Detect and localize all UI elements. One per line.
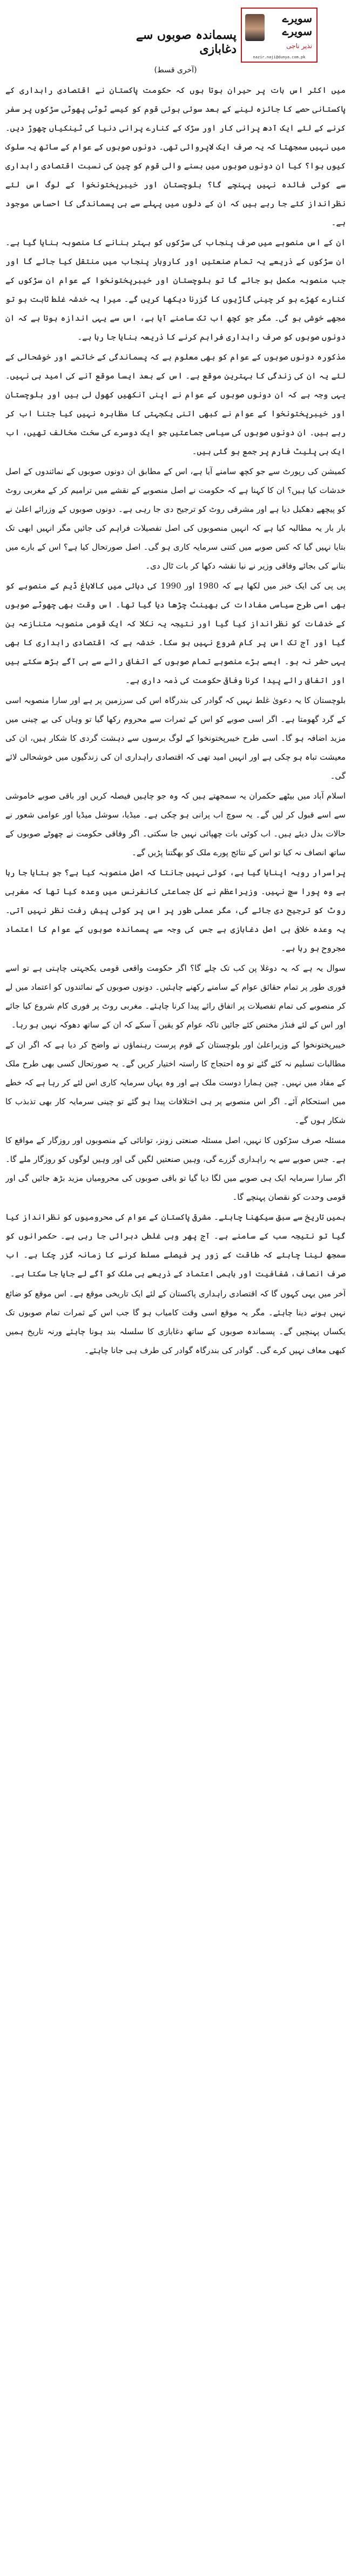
part-label: (آخری قسط)	[154, 66, 197, 75]
paragraph: پراسرار رویہ اپنایا گیا ہے، کوئی نہیں جانتا کہ اصل منصوبہ کیا ہے؟ جو بتایا جا رہا ہے وہ پورا سچ نہیں۔ وزیراعظم نے کل جماعتی کانفرنس میں وعدہ کیا تھا کہ مغربی روٹ کو ترجیح دی جائے گی، مگر عملی طور پر اس پر کوئی پیش رفت نظر نہیں آتی۔ یہ وعدہ خلافی ہی اصل دغابازی ہے جس کی وجہ سے پسماندہ صوبوں کے عوام کا اعتماد مجروح ہو رہا ہے۔	[5, 868, 346, 953]
paragraph: سوال یہ ہے کہ یہ دوغلا پن کب تک چلے گا؟ اگر حکومت واقعی قومی یکجہتی چاہتی ہے تو اسے فوری طور پر تمام حقائق عوام کے سامنے رکھنے چاہئیں۔ دونوں صوبوں کے نمائندوں کو اعتماد میں لے کر منصوبے کی تمام تفصیلات پر اتفاق رائے پیدا کرنا چاہئے۔ مغربی روٹ پر فوری کام شروع کیا جائے اور اس کے لئے فنڈز مختص کئے جائیں تاکہ عوام کو یقین آ سکے کہ ان کے ساتھ دھوکہ نہیں ہو رہا۔	[5, 963, 346, 1030]
author-email: nazir.naji@dunya.com.pk	[253, 55, 306, 59]
paragraph: پی پی کی ایک خبر میں لکھا ہے کہ 1980 اور 1990 کی دہائی میں کالاباغ ڈیم کے منصوبے کو بھی اسی طرح سیاسی مفادات کی بھینٹ چڑھا دیا گیا تھا۔ اس وقت بھی چھوٹے صوبوں کے خدشات کو نظرانداز کیا گیا اور نتیجہ یہ نکلا کہ ایک قومی منصوبہ متنازعہ بن گیا اور آج تک اس پر کام شروع نہیں ہو سکا۔ خدشہ ہے کہ اقتصادی راہداری کا بھی یہی حشر نہ ہو۔ ایسے بڑے منصوبے تمام صوبوں کے اتفاق رائے سے ہی آگے بڑھ سکتے ہیں اور اتفاق رائے پیدا کرنا وفاقی حکومت کی ذمہ داری ہے۔	[5, 581, 346, 685]
paragraph: کمیشن کی رپورٹ سے جو کچھ سامنے آیا ہے، اس کے مطابق ان دونوں صوبوں کے نمائندوں کے اصل خدشات کیا ہیں؟ ان کا کہنا ہے کہ حکومت نے اصل منصوبے کے نقشے میں ترامیم کر کے مغربی روٹ کو پیچھے دھکیل دیا ہے اور مشرقی روٹ کو ترجیح دی جا رہی ہے۔ دونوں صوبوں کے وزرائے اعلیٰ نے بار بار یہ مطالبہ کیا ہے کہ انہیں منصوبوں کی اصل تفصیلات فراہم کی جائیں مگر انہیں ابھی تک بتایا نہیں گیا کہ کس صوبے میں کتنی سرمایہ کاری ہو گی۔ اصل صورتحال کیا ہے؟ اس کے بارے میں بتانے کی بجائے وفاقی وزیر نے نیا نقشہ دکھا کر بات ٹال دی۔	[5, 466, 346, 571]
paragraph: ان کے اس منصوبے میں صرف پنجاب کی سڑکوں کو بہتر بنانے کا منصوبہ بنایا گیا ہے۔ ان سڑکوں کے ذریعے یہ تمام صنعتیں اور کاروبار پنجاب میں منتقل کیا جائے گا اور جب منصوبہ مکمل ہو جائے گا تو بلوچستان اور خیبرپختونخوا کے عوام ان سڑکوں کے کنارے کھڑے ہو کر چینی گاڑیوں کا گزرنا دیکھا کریں گے۔ میرا یہ خدشہ غلط ثابت ہو تو مجھے خوشی ہو گی۔ مگر جو کچھ اب تک سامنے آیا ہے، اس سے یہی اندازہ ہوتا ہے کہ ان دونوں صوبوں کو صرف راہداری فراہم کرنے کا ذریعہ بنایا جا رہا ہے۔	[5, 238, 346, 342]
column-name-line2: سویرے	[282, 25, 312, 38]
column-header	[0, 0, 351, 81]
paragraph: مسئلہ صرف سڑکوں کا نہیں، اصل مسئلہ صنعتی زونز، توانائی کے منصوبوں اور روزگار کے مواقع کا ہے۔ جس صوبے سے یہ راہداری گزرے گی، وہیں صنعتیں لگیں گی اور وہیں لوگوں کو روزگار ملے گا۔ اگر سارا سرمایہ ایک ہی صوبے میں لگا دیا گیا تو باقی صوبوں کی محرومیاں مزید بڑھ جائیں گی اور قومی وحدت کو نقصان پہنچے گا۔	[5, 1135, 346, 1202]
article-body	[5, 81, 346, 2565]
author-photo	[245, 14, 265, 41]
paragraph: اسلام آباد میں بیٹھے حکمران یہ سمجھتے ہیں کہ وہ جو چاہیں فیصلہ کریں اور باقی صوبے خاموشی سے اسے قبول کر لیں گے۔ یہ سوچ اب پرانی ہو چکی ہے۔ میڈیا، سوشل میڈیا اور عوامی شعور نے حالات بدل دیئے ہیں۔ اب کوئی بات چھپائی نہیں جا سکتی۔ اگر وفاقی حکومت نے چھوٹے صوبوں کے ساتھ انصاف نہ کیا تو اس کے نتائج پورے ملک کو بھگتنا پڑیں گے۔	[5, 791, 346, 857]
column-name	[264, 12, 312, 38]
paragraph: مذکورہ دونوں صوبوں کے عوام کو بھی معلوم ہے کہ پسماندگی کے خاتمے اور خوشحالی کے لئے یہ ان کی زندگی کا بہترین موقع ہے۔ اس کے بعد ایسا موقع آنے کی امید ہی نہیں۔ یہی وجہ ہے کہ ان دونوں صوبوں کے عوام نے اپنی آنکھیں کھول لی ہیں اور بلوچستان اور خیبرپختونخوا کے عوام نے کبھی اتنی یکجہتی کا مظاہرہ نہیں کیا جتنا اب کر رہے ہیں۔ ان دونوں صوبوں کی سیاسی جماعتیں جو ایک دوسرے کی سخت مخالف تھیں، اب ایک ہی پلیٹ فارم پر جمع ہو گئی ہیں۔	[5, 352, 346, 456]
columnist-logo	[241, 8, 318, 63]
article-title: پسماندہ صوبوں سے دغابازی	[136, 28, 237, 56]
paragraph: آخر میں یہی کہوں گا کہ اقتصادی راہداری پاکستان کے لئے ایک تاریخی موقع ہے۔ اس موقع کو ضائع نہیں ہونے دینا چاہئے۔ مگر یہ موقع اسی وقت کامیاب ہو گا جب اس کے ثمرات تمام صوبوں تک یکساں پہنچیں گے۔ پسماندہ صوبوں کے ساتھ دغابازی کا سلسلہ بند ہونا چاہئے ورنہ تاریخ ہمیں کبھی معاف نہیں کرے گی۔ گوادر کی بندرگاہ گوادر کی طرف ہی جانا چاہئے۔	[5, 1289, 346, 1355]
column-name-line1: سویرے	[282, 12, 312, 25]
paragraph: ہمیں تاریخ سے سبق سیکھنا چاہئے۔ مشرقی پاکستان کے عوام کی محرومیوں کو نظرانداز کیا گیا تو نتیجہ سب کے سامنے ہے۔ آج پھر وہی غلطی دہرائی جا رہی ہے۔ حکمرانوں کو سمجھ لینا چاہئے کہ طاقت کے زور پر فیصلے مسلط کرنے کا زمانہ گزر چکا ہے۔ اب صرف انصاف، شفافیت اور باہمی اعتماد کے ذریعے ہی ملک کو آگے لے جایا جا سکتا ہے۔	[5, 1212, 346, 1279]
paragraph: خیبرپختونخوا کے وزیراعلیٰ اور بلوچستان کے قوم پرست رہنماؤں نے واضح کر دیا ہے کہ اگر ان کے مطالبات تسلیم نہ کئے گئے تو وہ احتجاج کا راستہ اختیار کریں گے۔ یہ صورتحال کسی بھی طرح ملک کے مفاد میں نہیں۔ چین ہمارا دوست ملک ہے اور وہ یہاں سرمایہ کاری اس لئے کر رہا ہے کہ خطے میں استحکام آئے۔ اگر اس منصوبے پر ہی اختلافات پیدا ہو گئے تو چینی سرمایہ کار بھی تذبذب کا شکار ہوں گے۔	[5, 1040, 346, 1125]
paragraph: بلوچستان کا یہ دعویٰ غلط نہیں کہ گوادر کی بندرگاہ اس کی سرزمین پر ہے اور سارا منصوبہ اسی کے گرد گھومتا ہے۔ اگر اسی صوبے کو اس کے ثمرات سے محروم رکھا گیا تو وہاں کی بے چینی میں مزید اضافہ ہو گا۔ اسی طرح خیبرپختونخوا کے لوگ برسوں سے دہشت گردی کا شکار ہیں، ان کی معیشت تباہ ہو چکی ہے اور انہیں امید تھی کہ اقتصادی راہداری ان کی زندگیوں میں خوشحالی لائے گی۔	[5, 695, 346, 781]
author-name: نذیر ناجی	[286, 42, 312, 50]
paragraph: میں اکثر اس بات پر حیران ہوتا ہوں کہ حکومت پاکستان نے اقتصادی راہداری کے پاکستانی حصے کا جائزہ لینے کے بعد سوئی ہوئی قوم کو کیسے ٹوٹی پھوٹی سڑکوں پر سفر کرنے کے لئے ایک آدھ پرانی کار اور سڑک کے کنارے پرانی دنیا کی ٹینکیاں چھوڑ دیں۔ میں نہیں سمجھتا کہ یہ صرف ایک لاپروائی تھی۔ دونوں صوبوں کے عوام کے ساتھ یہ سلوک کیوں ہوا؟ کیا ان دونوں صوبوں میں بسنے والی قوم کو چین کی نسبت اقتصادی راہداری سے کوئی فائدہ نہیں پہنچے گا؟ بلوچستان اور خیبرپختونخوا کے لوگ اس لئے نظرانداز کئے جا رہے ہیں کہ ان کے دلوں میں پہلے سے ہی پسماندگی کا احساس موجود ہے۔	[5, 85, 346, 227]
